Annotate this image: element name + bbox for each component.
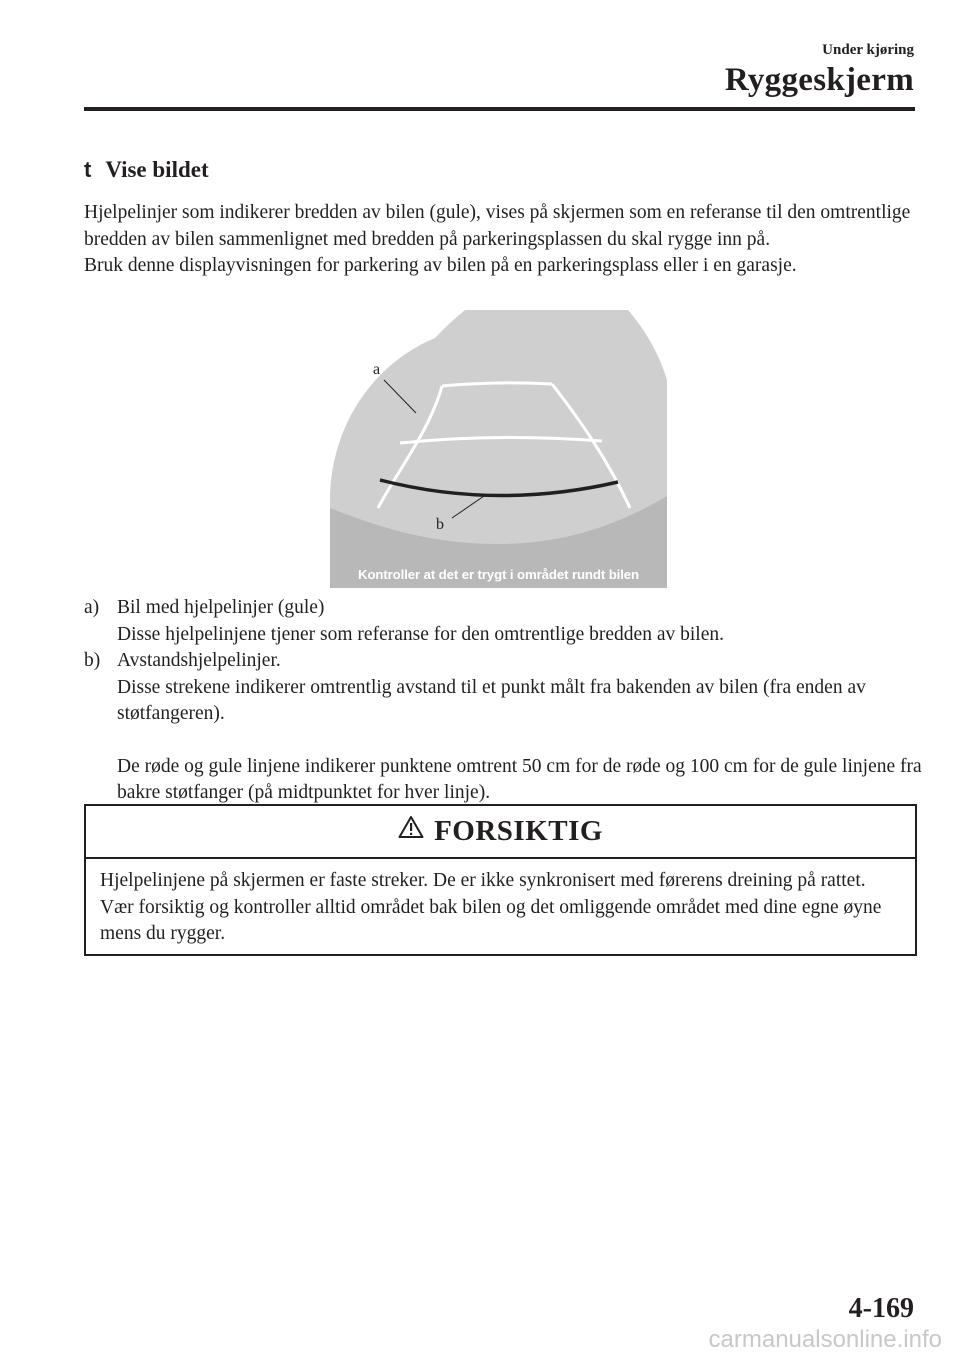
legend-note-b: De røde og gule linjene indikerer punktene omtrent 50 cm for de røde og 100 cm for de gule linjene fra bakre støtfanger (på midtpunktet for hver linje). xyxy=(117,755,922,803)
legend-desc-b: Disse strekene indikerer omtrentlig avstand til et punkt målt fra bakenden av bilen (fra enden av støtfangeren). xyxy=(117,676,866,724)
legend-item-a xyxy=(84,595,924,622)
legend-spacer xyxy=(84,728,924,754)
warning-triangle-icon xyxy=(398,815,424,844)
page-title: Ryggeskjerm xyxy=(724,62,914,98)
legend-item-b xyxy=(84,648,924,675)
legend-key-a: a) xyxy=(84,597,100,618)
intro-paragraph-2: Bruk denne displayvisningen for parkering av bilen på en parkeringsplass eller i en garasje. xyxy=(84,255,797,276)
intro-text xyxy=(84,200,924,280)
section-bullet: t xyxy=(84,157,92,182)
legend-label-a: Bil med hjelpelinjer (gule) xyxy=(117,597,325,618)
section-heading-text: Vise bildet xyxy=(105,157,209,182)
watermark: carmanualsonline.info xyxy=(708,1326,942,1353)
section-heading xyxy=(84,157,209,183)
caution-header xyxy=(86,806,915,859)
header-section-label: Under kjøring xyxy=(822,42,914,58)
caution-title: FORSIKTIG xyxy=(434,815,603,847)
caution-box xyxy=(84,804,917,956)
rear-view-illustration xyxy=(330,310,667,588)
page-number: 4-169 xyxy=(848,1293,914,1324)
callout-b: b xyxy=(436,516,444,533)
legend-label-b: Avstandshjelpelinjer. xyxy=(117,650,281,671)
legend-key-b: b) xyxy=(84,650,101,671)
caution-body: Hjelpelinjene på skjermen er faste streker. De er ikke synkronisert med førerens dreining på rattet. Vær forsiktig og kontroller alltid området bak bilen og det omliggende området med dine egne øyne mens du rygger. xyxy=(100,870,882,944)
figure-legend xyxy=(84,595,924,807)
figure-caption: Kontroller at det er trygt i området rundt bilen xyxy=(358,567,639,582)
callout-a: a xyxy=(373,361,381,378)
header-rule xyxy=(84,107,915,111)
rear-view-figure xyxy=(330,310,667,588)
intro-paragraph-1: Hjelpelinjer som indikerer bredden av bilen (gule), vises på skjermen som en referanse til den omtrentlige bredden av bilen sammenlignet med bredden på parkeringsplassen du skal rygge inn på. xyxy=(84,202,911,250)
legend-desc-a: Disse hjelpelinjene tjener som referanse for den omtrentlige bredden av bilen. xyxy=(117,623,724,645)
